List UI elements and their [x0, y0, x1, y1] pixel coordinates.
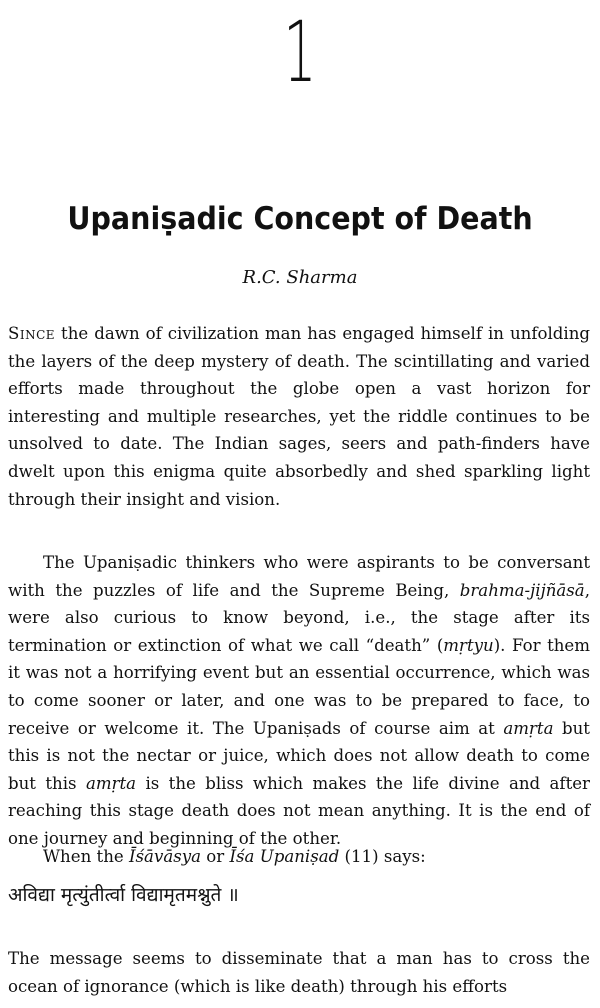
paragraph-3-text-3: (11) says: [339, 847, 426, 866]
paragraph-2-italic-4: amṛta [85, 773, 137, 793]
paragraph-2-italic-3: amṛta [503, 718, 554, 738]
paragraph-3-italic-2: Īśa Upaniṣad [229, 847, 340, 866]
paragraph-3-text-1: When the [43, 847, 129, 866]
paragraph-3 [8, 843, 590, 871]
paragraph-1-text: the dawn of civilization man has engaged himself in unfolding the layers of the deep mystery of death. The scintillating and varied efforts made throughout the globe open a vast horizon for interesting and multiple researches, yet the riddle continues to be unsolved to date. The Indian sages, seers and path-finders have dwelt upon this enigma quite absorbedly and shed sparkling light through their insight and vision. [8, 324, 590, 509]
paragraph-2-text-2: , were also curious to know beyond, i.e., the stage after its termination or extinction of what we call “death” ( [8, 580, 590, 655]
paragraph-2 [8, 549, 590, 853]
paragraph-2-italic-1: brahma-jijñāsā [459, 580, 585, 600]
author-name: R.C. Sharma [242, 267, 358, 288]
chapter-title: Upaniṣadic Concept of Death [67, 201, 533, 237]
paragraph-4 [8, 945, 590, 1000]
paragraph-1-lead: Since [8, 324, 56, 343]
paragraph-4-text: The message seems to disseminate that a man has to cross the ocean of ignorance (which is like death) through his efforts [8, 949, 590, 996]
paragraph-2-text-4: but this is not the nectar or juice, which does not allow death to come but this [8, 718, 590, 793]
paragraph-2-text-5: is the bliss which makes the life divine and after reaching this stage death does not mean anything. It is the end of one journey and beginning of the other. [8, 773, 590, 848]
paragraph-3-italic-1: Īśāvāsya [128, 847, 201, 866]
paragraph-1 [8, 320, 590, 513]
paragraph-2-text-3: ). For them it was not a horrifying event but an essential occurrence, which was to come sooner or later, and one was to be prepared to face, to receive or welcome it. The Upaniṣads of course aim at [8, 635, 590, 738]
chapter-number: 1 [283, 3, 317, 101]
sanskrit-verse: अविद्या मृत्युंतीर्त्वा विद्यामृतमश्नुते ॥ [8, 884, 239, 906]
paragraph-3-text-2: or [201, 847, 230, 866]
paragraph-2-italic-2: mṛtyu [443, 635, 494, 655]
paragraph-2-text-1: The Upaniṣadic thinkers who were aspirants to be conversant with the puzzles of life and the Supreme Being, [8, 553, 590, 600]
